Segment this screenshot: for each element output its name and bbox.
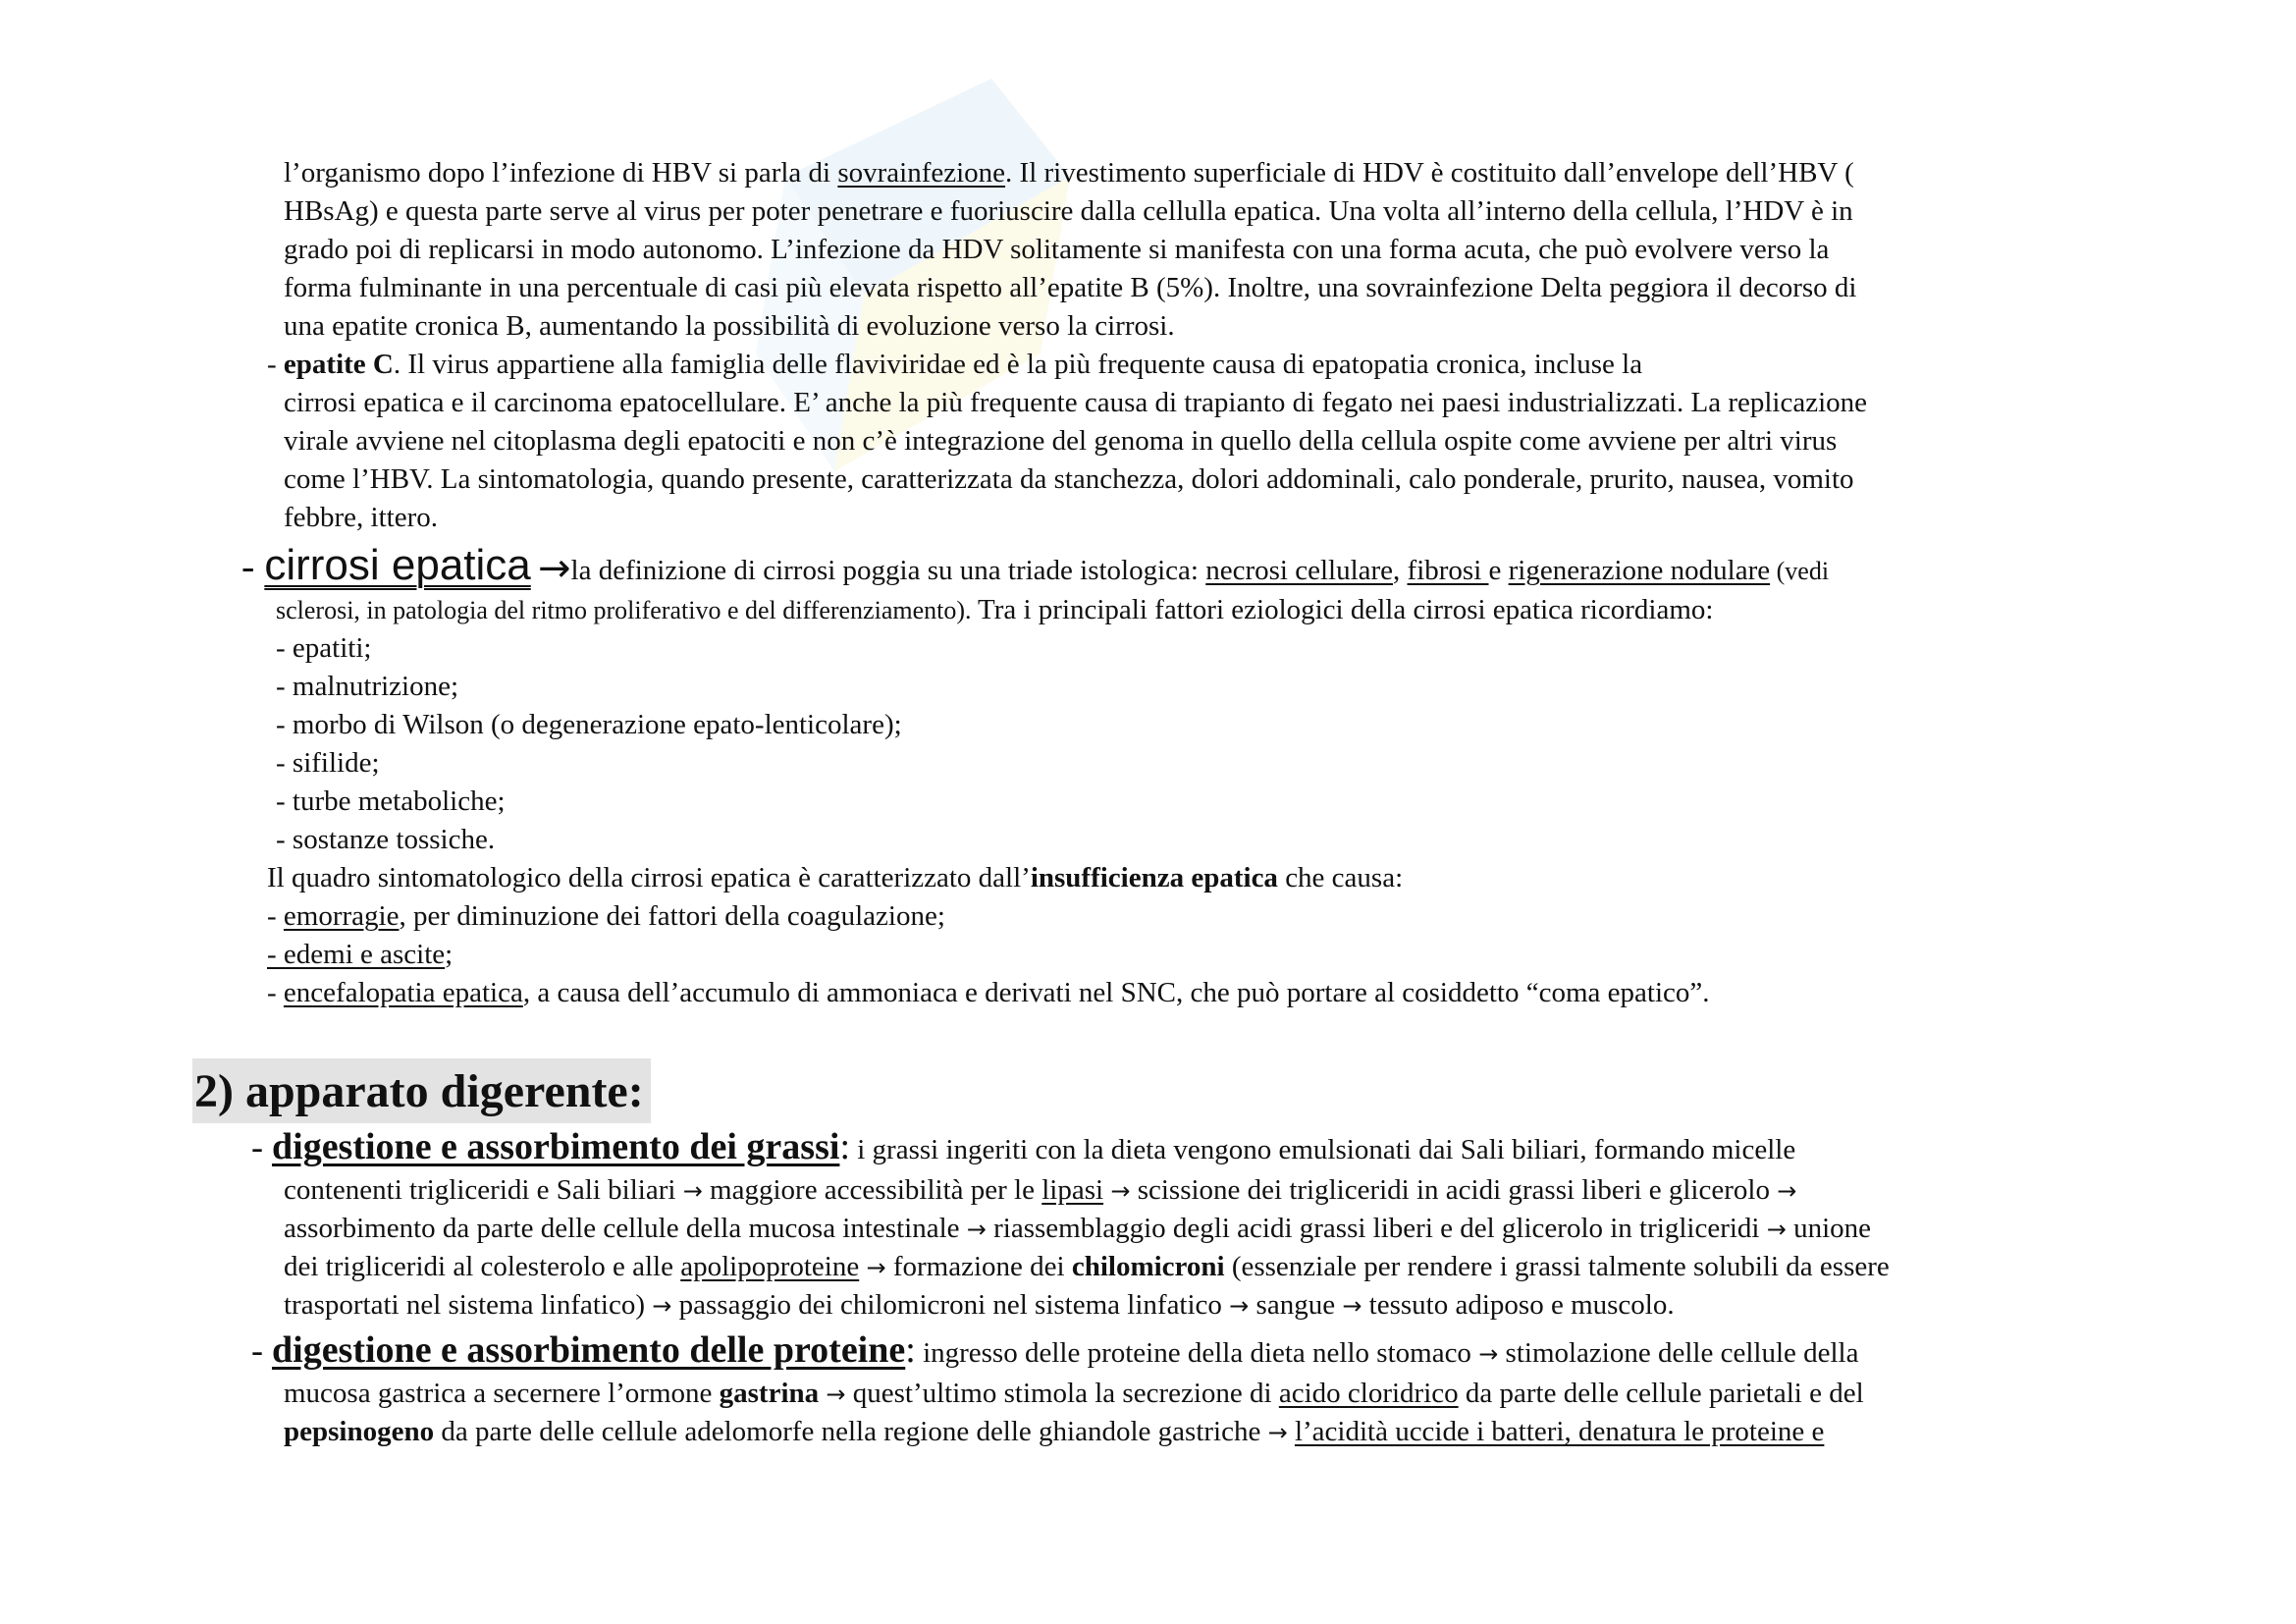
hdv-line-5: una epatite cronica B, aumentando la possibilità di evoluzione verso la cirrosi. [284,310,1175,342]
effect-item: - emorragie, per diminuzione dei fattori della coagulazione; [267,900,945,932]
right-arrow-icon: → [652,1292,672,1320]
grassi-heading: digestione e assorbimento dei grassi [272,1126,840,1167]
factor-item: - sostanze tossiche. [276,824,496,855]
grassi-line-3: assorbimento da parte delle cellule della mucosa intestinale → riassemblaggio degli acidi grassi liberi e del glicerolo in trigliceridi → unione [284,1213,1872,1244]
proteine-line-3: pepsinogeno da parte delle cellule adelomorfe nella regione delle ghiandole gastriche → l’acidità uccide i batteri, denatura le proteine e [284,1416,1825,1447]
hdv-line-3: grado poi di replicarsi in modo autonomo. L’infezione da HDV solitamente si manifesta con una forma acuta, che può evolvere verso la [284,234,1830,265]
right-arrow-icon: → [1110,1177,1131,1205]
factor-item: - epatiti; [276,632,372,664]
factor-item: - turbe metaboliche; [276,785,506,817]
hdv-line-2: HBsAg) e questa parte serve al virus per poter penetrare e fuoriuscire dalla cellulla epatica. Una volta all’interno della cellula, l’HDV è in [284,195,1853,227]
right-arrow-icon: → [1267,1419,1288,1446]
effect-item: - edemi e ascite; [267,939,454,970]
quadro-line: Il quadro sintomatologico della cirrosi epatica è caratterizzato dall’insufficienza epatica che causa: [267,862,1404,893]
hcv-line-1: - epatite C. Il virus appartiene alla famiglia delle flaviviridae ed è la più frequente causa di epatopatia cronica, incluse la [267,349,1643,380]
cirrosi-epatica-heading: cirrosi epatica [264,541,531,589]
right-arrow-icon: → [1342,1292,1362,1320]
section-2-title: 2) apparato digerente: [194,1065,644,1117]
right-arrow-icon: → [682,1177,703,1205]
grassi-line-1: - digestione e assorbimento dei grassi: i grassi ingeriti con la dieta vengono emulsionati dai Sali biliari, formando micelle [251,1126,1796,1167]
right-arrow-icon: → [538,546,571,591]
grassi-line-4: dei trigliceridi al colesterolo e alle apolipoproteine → formazione dei chilomicroni (essenziale per rendere i grassi talmente solubili da essere [284,1251,1890,1282]
epatite-c-heading: epatite C [283,349,394,380]
hcv-line-3: virale avviene nel citoplasma degli epatociti e non c’è integrazione del genoma in quello della cellula ospite come avviene per altri virus [284,425,1838,457]
hcv-line-5: febbre, ittero. [284,502,439,533]
grassi-line-2: contenenti trigliceridi e Sali biliari → maggiore accessibilità per le lipasi → scissione dei trigliceridi in acidi grassi liberi e glicerolo → [284,1174,1797,1206]
factor-item: - sifilide; [276,747,380,779]
sovrainfezione-term: sovrainfezione [837,157,1006,189]
hcv-line-4: come l’HBV. La sintomatologia, quando presente, caratterizzata da stanchezza, dolori addominali, calo ponderale, prurito, nausea, vomito [284,463,1854,495]
right-arrow-icon: → [1478,1340,1499,1368]
grassi-line-5: trasportati nel sistema linfatico) → passaggio dei chilomicroni nel sistema linfatico → sangue → tessuto adiposo e muscolo. [284,1289,1675,1321]
right-arrow-icon: → [1229,1292,1250,1320]
factor-item: - malnutrizione; [276,671,459,702]
cirrosi-line-2: sclerosi, in patologia del ritmo proliferativo e del differenziamento). Tra i principali fattori eziologici della cirrosi epatica ricordiamo: [276,594,1714,625]
right-arrow-icon: → [826,1380,846,1408]
right-arrow-icon: → [866,1254,886,1281]
right-arrow-icon: → [966,1216,987,1243]
hcv-line-2: cirrosi epatica e il carcinoma epatocellulare. E’ anche la più frequente causa di trapianto di fegato nei paesi industrializzati. La replicazione [284,387,1868,418]
right-arrow-icon: → [1766,1216,1787,1243]
proteine-line-1: - digestione e assorbimento delle proteine: ingresso delle proteine della dieta nello stomaco → stimolazione delle cellule della [251,1329,1859,1371]
factor-item: - morbo di Wilson (o degenerazione epato-lenticolare); [276,709,902,740]
cirrosi-line-1: - cirrosi epatica →la definizione di cirrosi poggia su una triade istologica: necrosi cellulare, fibrosi e rigenerazione nodulare (vedi [241,541,1830,591]
hdv-line-4: forma fulminante in una percentuale di casi più elevata rispetto all’epatite B (5%). Inoltre, una sovrainfezione Delta peggiora il decorso di [284,272,1857,303]
hdv-line-1: l’organismo dopo l’infezione di HBV si parla di sovrainfezione. Il rivestimento superficiale di HDV è costituito dall’envelope dell’HBV ( [284,157,1854,189]
right-arrow-icon: → [1777,1177,1797,1205]
effect-item: - encefalopatia epatica, a causa dell’accumulo di ammoniaca e derivati nel SNC, che può portare al cosiddetto “coma epatico”. [267,977,1710,1008]
proteine-heading: digestione e assorbimento delle proteine [272,1329,906,1371]
proteine-line-2: mucosa gastrica a secernere l’ormone gastrina → quest’ultimo stimola la secrezione di acido cloridrico da parte delle cellule parietali e del [284,1378,1864,1409]
